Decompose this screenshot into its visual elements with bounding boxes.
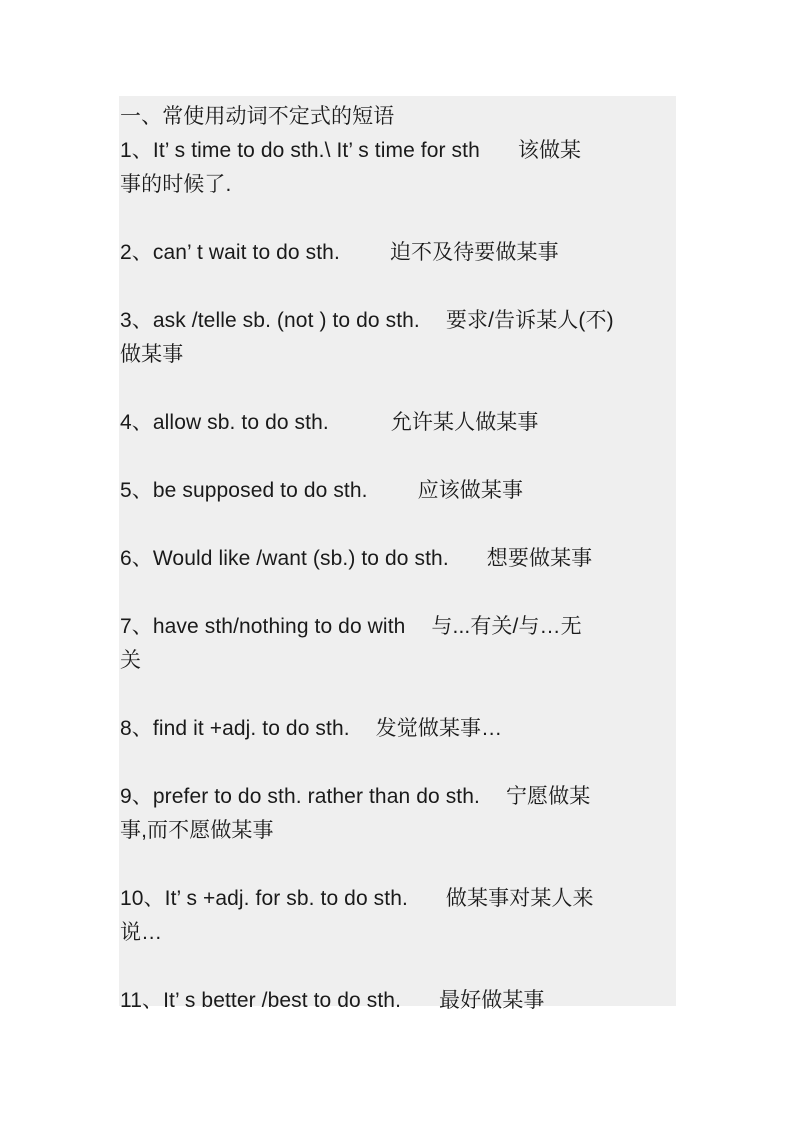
phrase-english: 10、It’ s +adj. for sb. to do sth.: [120, 887, 408, 910]
phrase-english: 2、can’ t wait to do sth.: [120, 241, 340, 264]
phrase-continuation: 事的时候了.: [120, 173, 232, 196]
phrase-english: 6、Would like /want (sb.) to do sth.: [120, 547, 449, 570]
phrase-chinese: 迫不及待要做某事: [389, 241, 559, 264]
phrase-continuation: 说…: [120, 921, 163, 944]
phrase-item-4: [120, 406, 692, 440]
phrase-chinese: 宁愿做某: [505, 785, 591, 808]
phrase-item-5: [120, 474, 692, 508]
phrase-chinese: 要求/告诉某人(不): [445, 309, 614, 332]
phrase-item-11: [120, 984, 692, 1018]
document-content: [120, 100, 692, 1018]
phrase-continuation: 关: [120, 649, 142, 672]
phrase-item-10: [120, 882, 692, 950]
phrase-item-7: [120, 610, 692, 678]
phrase-english: 9、prefer to do sth. rather than do sth.: [120, 785, 480, 808]
phrase-english: 1、It’ s time to do sth.\ It’ s time for sth: [120, 139, 480, 162]
phrase-chinese: 应该做某事: [417, 479, 524, 502]
phrase-english: 7、have sth/nothing to do with: [120, 615, 406, 638]
phrase-chinese: 发觉做某事…: [375, 717, 503, 740]
phrase-chinese: 最好做某事: [439, 989, 545, 1012]
section-title: 一、常使用动词不定式的短语: [120, 105, 395, 128]
phrase-english: 11、It’ s better /best to do sth.: [120, 989, 402, 1012]
phrase-item-8: [120, 712, 692, 746]
phrase-item-2: [120, 236, 692, 270]
phrase-item-3: [120, 304, 692, 372]
phrase-continuation: 做某事: [120, 343, 184, 366]
phrase-chinese: 该做某: [517, 139, 582, 162]
phrase-item-6: [120, 542, 692, 576]
phrase-item-9: [120, 780, 692, 848]
phrase-chinese: 想要做某事: [486, 547, 593, 570]
phrase-english: 5、be supposed to do sth.: [120, 479, 368, 502]
phrase-chinese: 与...有关/与…无: [431, 615, 582, 638]
phrase-item-1: [120, 134, 692, 202]
phrase-continuation: 事,而不愿做某事: [120, 819, 274, 842]
phrase-chinese: 允许某人做某事: [390, 411, 539, 434]
phrase-english: 4、allow sb. to do sth.: [120, 411, 329, 434]
phrase-english: 8、find it +adj. to do sth.: [120, 717, 350, 740]
phrase-english: 3、ask /telle sb. (not ) to do sth.: [120, 309, 420, 332]
phrase-chinese: 做某事对某人来: [445, 887, 594, 910]
